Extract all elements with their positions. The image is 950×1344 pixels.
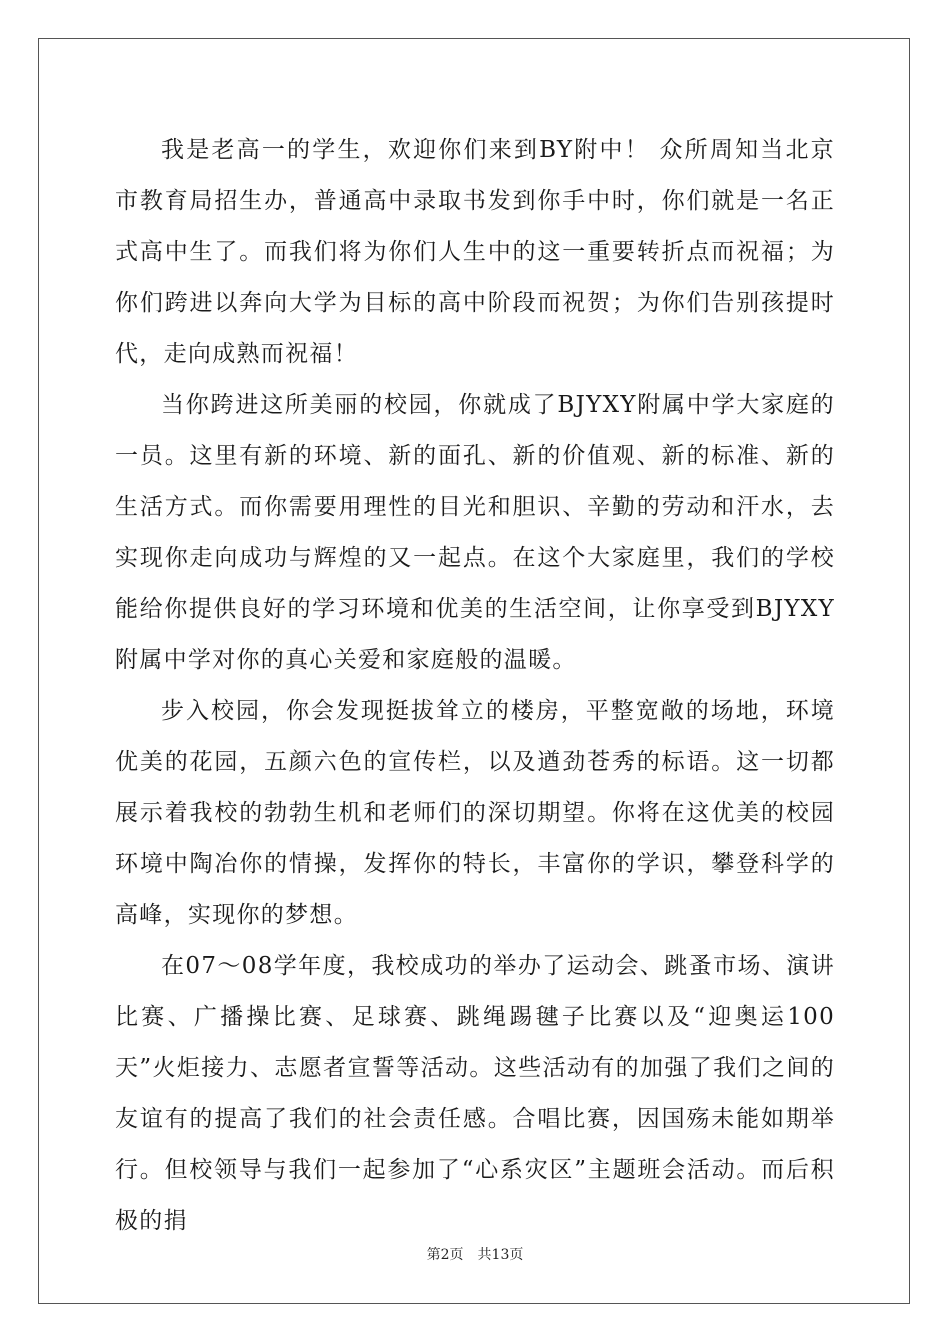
page-total: 共13页 (477, 1247, 524, 1263)
paragraph-4: 在07～08学年度，我校成功的举办了运动会、跳蚤市场、演讲比赛、广播操比赛、足球赛、跳绳踢毽子比赛以及“迎奥运100天”火炬接力、志愿者宣誓等活动。这些活动有的加强了我们之间的友谊有的提高了我们的社会责任感。合唱比赛，因国殇未能如期举行。但校领导与我们一起参加了“心系灾区”主题班会活动。而后积极的捐 (115, 953, 835, 1234)
paragraph-1: 我是老高一的学生，欢迎你们来到BY附中！ 众所周知当北京市教育局招生办，普通高中录取书发到你手中时，你们就是一名正式高中生了。而我们将为你们人生中的这一重要转折点而祝福；为你们跨进以奔向大学为目标的高中阶段而祝贺；为你们告别孩提时代，走向成熟而祝福！ (115, 137, 835, 367)
paragraph-3: 步入校园，你会发现挺拔耸立的楼房，平整宽敞的场地，环境优美的花园，五颜六色的宣传栏，以及遒劲苍秀的标语。这一切都展示着我校的勃勃生机和老师们的深切期望。你将在这优美的校园环境中陶冶你的情操，发挥你的特长，丰富你的学识，攀登科学的高峰，实现你的梦想。 (115, 698, 835, 928)
paragraph-2: 当你跨进这所美丽的校园，你就成了BJYXY附属中学大家庭的一员。这里有新的环境、新的面孔、新的价值观、新的标准、新的生活方式。而你需要用理性的目光和胆识、辛勤的劳动和汗水，去实现你走向成功与辉煌的又一起点。在这个大家庭里，我们的学校能给你提供良好的学习环境和优美的生活空间，让你享受到BJYXY附属中学对你的真心关爱和家庭般的温暖。 (115, 392, 835, 673)
document-body (115, 125, 835, 1247)
page-footer (0, 1246, 950, 1264)
page-number: 第2页 (426, 1247, 464, 1263)
